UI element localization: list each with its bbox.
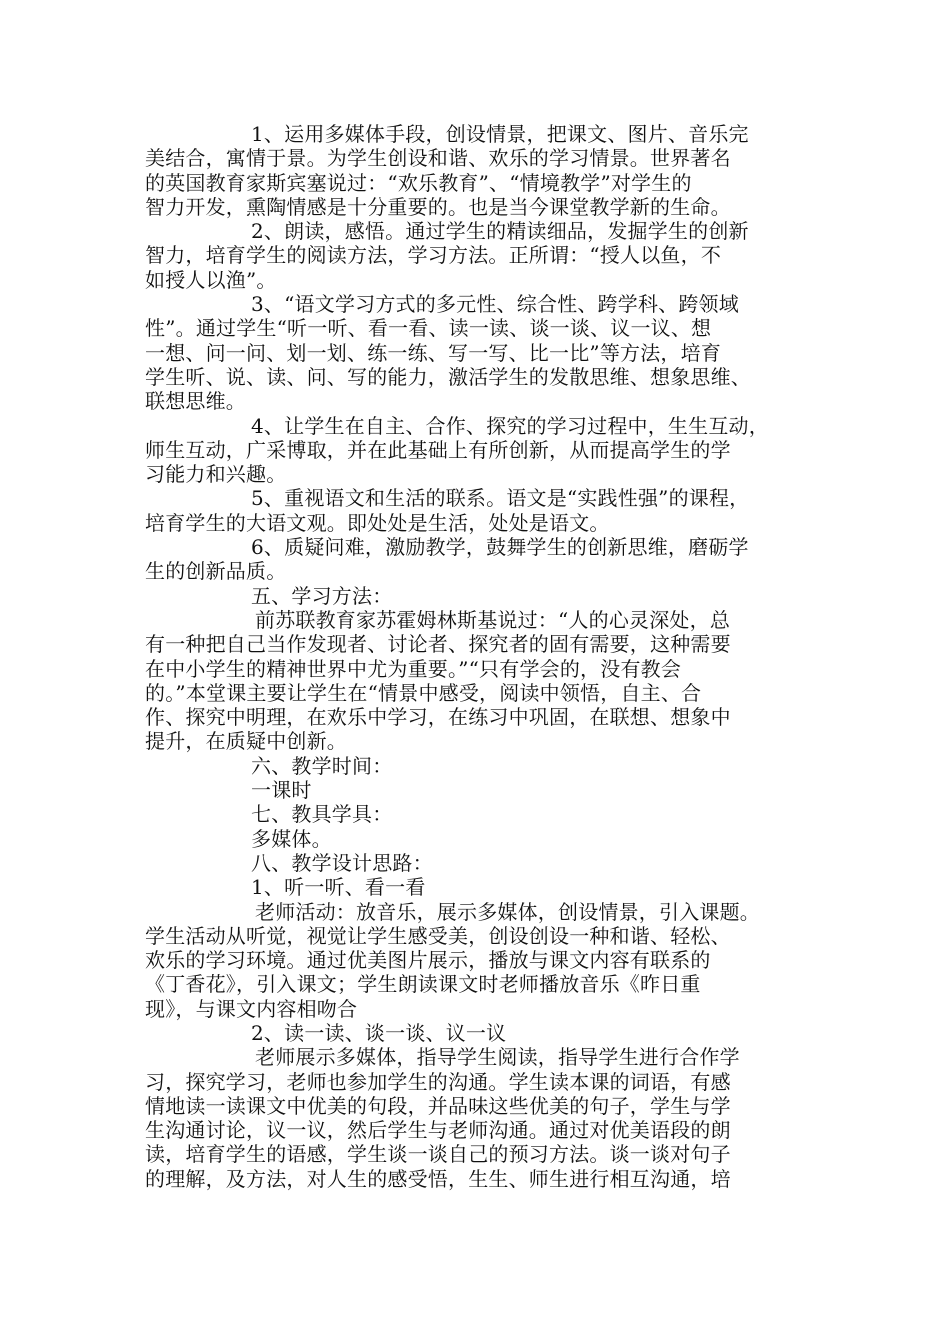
text-line: 智力，培育学生的阅读方法，学习方法。正所谓：“授人以鱼，不 [145,243,722,268]
text-line: 生沟通讨论，议一议，然后学生与老师沟通。通过对优美语段的朗 [145,1118,731,1143]
text-line: 习，探究学习，老师也参加学生的沟通。学生读本课的词语，有感 [145,1069,731,1094]
text-line: 师生互动，广采博取，并在此基础上有所创新，从而提高学生的学 [145,437,731,462]
text-line: 如授人以渔”。 [145,267,277,292]
text-line: 现》，与课文内容相吻合 [145,996,358,1021]
text-line: 性”。通过学生“听一听、看一看、读一读、谈一谈、议一议、想 [145,316,712,341]
section-heading: 八、教学设计思路： [251,850,433,875]
text-line: 习能力和兴趣。 [145,462,287,487]
text-line: 一想、问一问、划一划、练一练、写一写、比一比”等方法，培育 [145,340,722,365]
text-line: 培育学生的大语文观。即处处是生活，处处是语文。 [145,510,610,535]
text-line: 联想思维。 [145,389,246,414]
text-line: 1、运用多媒体手段，创设情景，把课文、图片、音乐完 [251,122,749,146]
section-heading: 六、教学时间： [251,753,393,778]
text-line: 提升，在质疑中创新。 [145,729,347,754]
section-heading: 七、教具学具： [251,802,393,827]
text-line: 老师展示多媒体，指导学生阅读，指导学生进行合作学 [255,1045,740,1070]
document-body [145,122,805,1191]
text-line: 的。”本堂课主要让学生在“情景中感受，阅读中领悟，自主、合 [145,680,702,705]
text-line: 情地读一读课文中优美的句段，并品味这些优美的句子，学生与学 [145,1093,731,1118]
text-line: 学生活动从听觉，视觉让学生感受美，创设创设一种和谐、轻松、 [145,923,731,948]
text-line: 作、探究中明理，在欢乐中学习，在练习中巩固，在联想、想象中 [145,705,731,730]
text-line: 《丁香花》，引入课文；学生朗读课文时老师播放音乐《昨日重 [145,972,701,997]
text-line: 的理解，及方法，对人生的感受悟，生生、师生进行相互沟通，培 [145,1166,731,1191]
section-heading: 五、学习方法： [251,583,393,608]
text-line: 多媒体。 [251,826,332,851]
text-line: 前苏联教育家苏霍姆林斯基说过：“人的心灵深处，总 [255,607,731,632]
text-line: 在中小学生的精神世界中尤为重要。”“只有学会的，没有教会 [145,656,682,681]
text-line: 2、朗读，感悟。通过学生的精读细品，发掘学生的创新 [251,219,749,244]
subsection-heading: 2、读一读、谈一谈、议一议 [251,1020,507,1045]
text-line: 5、重视语文和生活的联系。语文是“实践性强”的课程， [251,486,750,511]
text-line: 老师活动：放音乐，展示多媒体，创设情景，引入课题。 [255,899,760,924]
text-line: 4、让学生在自主、合作、探究的学习过程中，生生互动， [251,413,769,438]
text-line: 智力开发，熏陶情感是十分重要的。也是当今课堂教学新的生命。 [145,194,731,219]
text-line: 生的创新品质。 [145,559,287,584]
text-line: 3、“语文学习方式的多元性、综合性、跨学科、跨领域 [251,292,739,317]
text-line: 的英国教育家斯宾塞说过：“欢乐教育”、“情境教学”对学生的 [145,170,692,195]
text-line: 欢乐的学习环境。通过优美图片展示，播放与课文内容有联系的 [145,948,711,973]
text-line: 读，培育学生的语感，学生谈一谈自己的预习方法。谈一谈对句子 [145,1142,731,1167]
text-line: 6、质疑问难，激励教学，鼓舞学生的创新思维，磨砺学 [251,535,749,560]
text-line: 一课时 [251,778,312,803]
text-line: 学生听、说、读、问、写的能力，激活学生的发散思维、想象思维、 [145,364,751,389]
text-line: 有一种把自己当作发现者、讨论者、探究者的固有需要，这种需要 [145,632,731,657]
subsection-heading: 1、听一听、看一看 [251,875,426,900]
text-line: 美结合，寓情于景。为学生创设和谐、欢乐的学习情景。世界著名 [145,146,731,171]
